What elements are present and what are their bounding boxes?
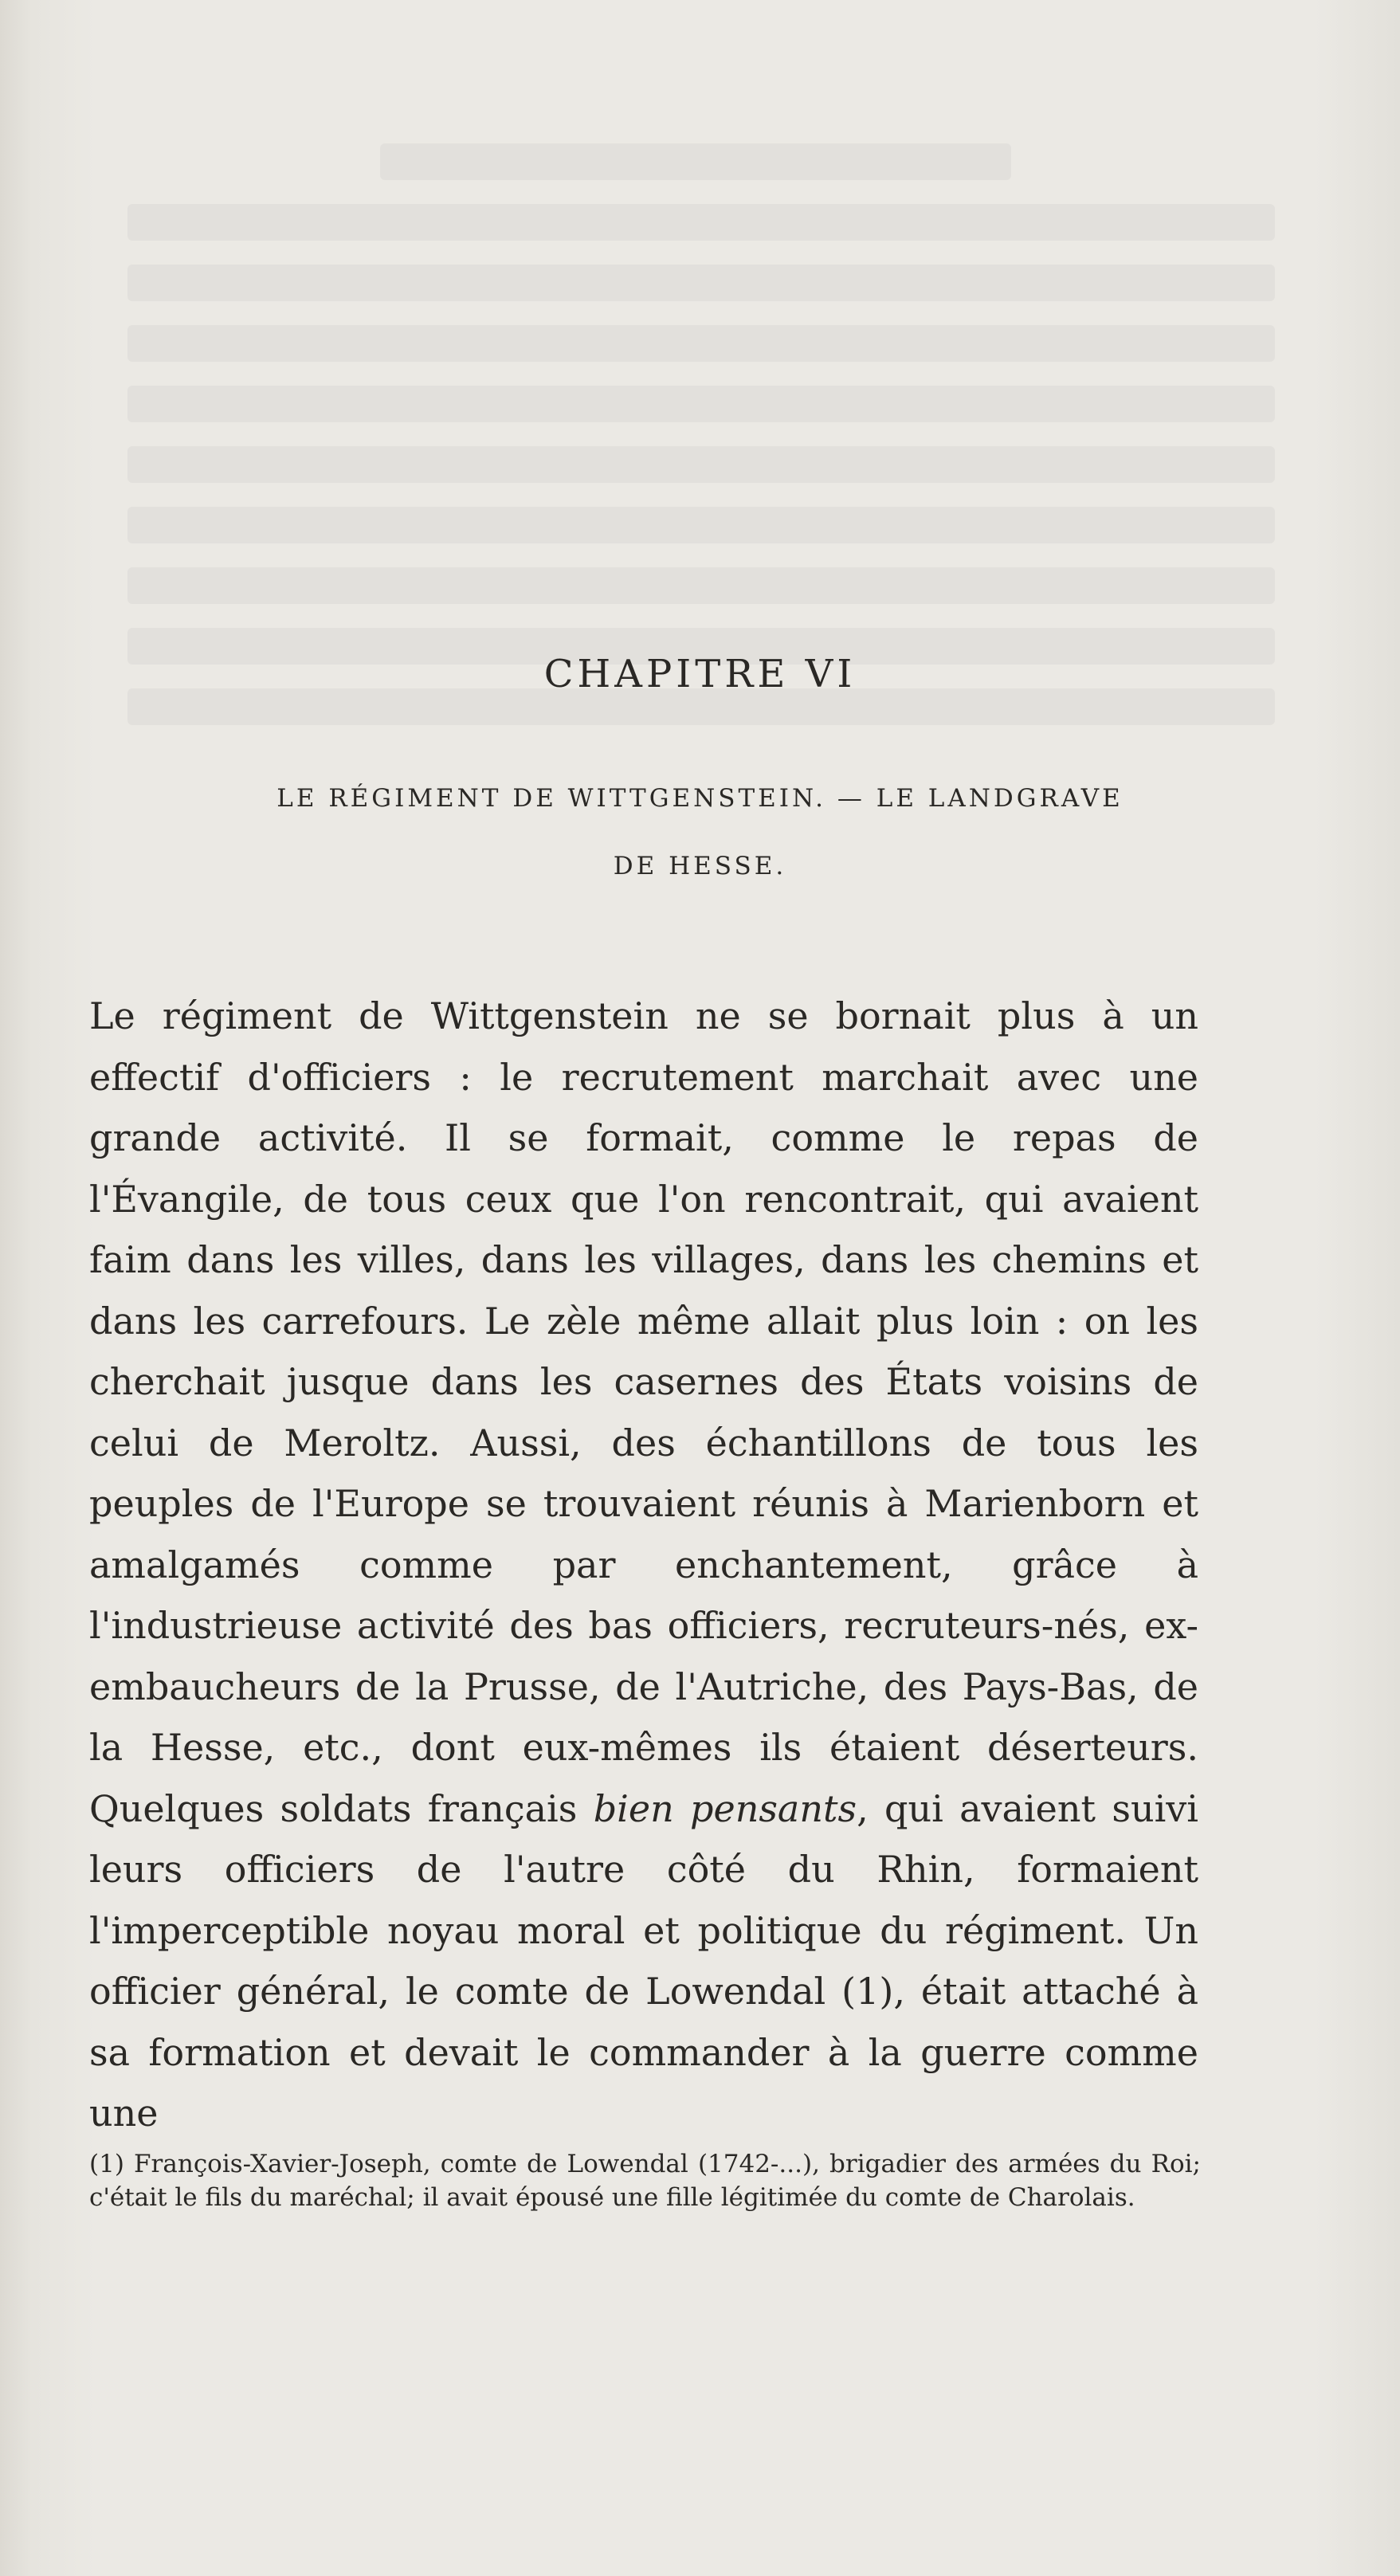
chapter-subtitle (88, 765, 1312, 900)
italic-phrase: bien pensants (593, 1786, 857, 1830)
chapter-subtitle-line-2: DE HESSE. (613, 852, 787, 880)
body-text-continued: , qui avaient suivi leurs officiers de l'autre côté du Rhin, formaient l'imperceptible noyau moral et politique du régiment. Un officier général, le comte de Lowendal (1), était attaché à sa formation et devait le commander à la guerre comme une (89, 1786, 1198, 2135)
chapter-title: CHAPITRE VI (543, 652, 857, 696)
body-paragraph (89, 986, 1198, 2144)
body-text-main: Le régiment de Wittgenstein ne se bornait plus à un effectif d'officiers : le recrutement marchait avec une grande activité. Il se formait, comme le repas de l'Évangile, de tous ceux que l'on rencontrait, qui avaient faim dans les villes, dans les villages, dans les chemins et dans les carrefours. Le zèle même allait plus loin : on les cherchait jusque dans les casernes des États voisins de celui de Meroltz. Aussi, des échantillons de tous les peuples de l'Europe se trouvaient réunis à Marienborn et amalgamés comme par enchantement, grâce à l'industrieuse activité des bas officiers, recruteurs-nés, ex-embaucheurs de la Prusse, de l'Autriche, des Pays-Bas, de la Hesse, etc., dont eux-mêmes ils étaient déserteurs. Quelques soldats français (89, 994, 1198, 1830)
footnote: (1) François-Xavier-Joseph, comte de Lowendal (1742-...), brigadier des armées du Roi; c'était le fils du maréchal; il avait épousé une fille légitimée du comte de Charolais. (89, 2150, 1201, 2212)
chapter-subtitle-line-1: LE RÉGIMENT DE WITTGENSTEIN. — LE LANDGRAVE (276, 784, 1124, 813)
